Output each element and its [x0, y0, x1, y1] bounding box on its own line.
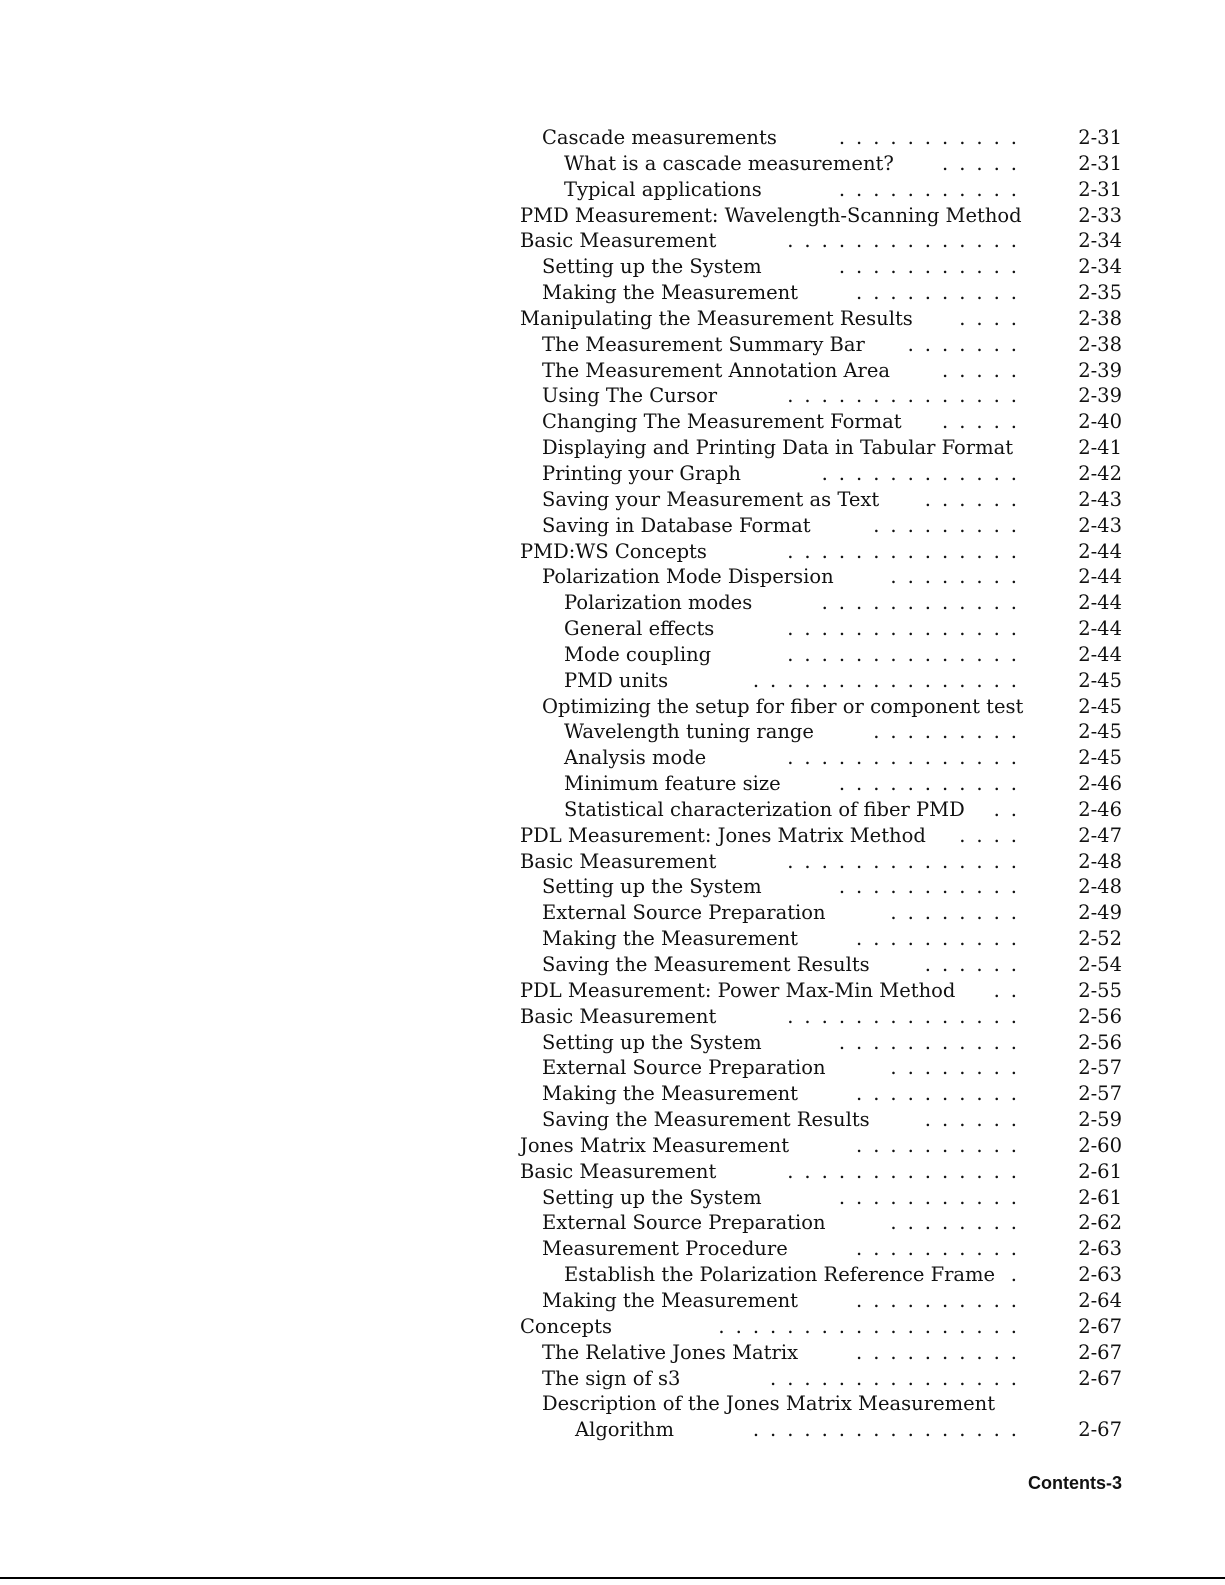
toc-entry[interactable]	[520, 823, 1122, 849]
toc-entry[interactable]	[520, 487, 1122, 513]
toc-entry-title: Making the Measurement	[542, 927, 799, 951]
toc-entry[interactable]	[520, 125, 1122, 151]
toc-dot-leader: .........	[873, 513, 1028, 537]
toc-dot-leader: ..............	[787, 539, 1028, 563]
toc-dot-leader: .....	[942, 151, 1028, 175]
toc-page-number: 2-67	[1078, 1314, 1122, 1338]
toc-dot-leader: ..............	[787, 642, 1028, 666]
toc-entry-title: The sign of s3	[542, 1366, 681, 1390]
toc-entry-title: PMD Measurement: Wavelength-Scanning Method	[520, 203, 1022, 227]
toc-page-number: 2-63	[1078, 1263, 1122, 1287]
toc-entry[interactable]	[520, 1366, 1122, 1392]
toc-entry[interactable]	[520, 564, 1122, 590]
toc-page-number: 2-45	[1078, 746, 1122, 770]
toc-entry[interactable]	[520, 1262, 1122, 1288]
toc-dot-leader: ................	[752, 1418, 1028, 1442]
toc-dot-leader: ..............	[787, 384, 1028, 408]
toc-page-number: 2-46	[1078, 772, 1122, 796]
toc-entry[interactable]	[520, 1107, 1122, 1133]
toc-page-number: 2-45	[1078, 720, 1122, 744]
toc-entry[interactable]	[520, 1055, 1122, 1081]
toc-entry[interactable]	[520, 228, 1122, 254]
toc-entry-title: Making the Measurement	[542, 1288, 799, 1312]
toc-dot-leader: ............	[821, 591, 1028, 615]
toc-entry-title: Analysis mode	[564, 746, 707, 770]
toc-page-number: 2-40	[1078, 410, 1122, 434]
toc-entry[interactable]	[520, 642, 1122, 668]
toc-dot-leader: .	[1010, 1263, 1028, 1287]
toc-page-number: 2-67	[1078, 1366, 1122, 1390]
toc-entry[interactable]	[520, 849, 1122, 875]
toc-page-number: 2-35	[1078, 281, 1122, 305]
toc-page-number: 2-38	[1078, 332, 1122, 356]
toc-entry-title: Basic Measurement	[520, 1159, 717, 1183]
toc-entry-title: Basic Measurement	[520, 229, 717, 253]
toc-page-number: 2-42	[1078, 461, 1122, 485]
toc-entry-title: Basic Measurement	[520, 849, 717, 873]
toc-page-number: 2-48	[1078, 849, 1122, 873]
toc-entry-title: Printing your Graph	[542, 461, 741, 485]
toc-page-number: 2-67	[1078, 1340, 1122, 1364]
toc-entry-title: The Measurement Annotation Area	[542, 358, 891, 382]
toc-entry[interactable]	[520, 1391, 1122, 1417]
toc-dot-leader: ..............	[787, 1004, 1028, 1028]
toc-entry[interactable]	[520, 409, 1122, 435]
toc-page-number: 2-45	[1078, 694, 1122, 718]
toc-entry-title: Measurement Procedure	[542, 1237, 788, 1261]
toc-entry-title: Cascade measurements	[542, 126, 777, 149]
toc-entry-title: General effects	[564, 617, 715, 641]
page-footer: Contents-3	[1028, 1473, 1122, 1493]
toc-entry-title: Saving your Measurement as Text	[542, 487, 880, 511]
toc-page-number: 2-61	[1078, 1185, 1122, 1209]
toc-page-number: 2-56	[1078, 1004, 1122, 1028]
toc-page-number: 2-67	[1078, 1418, 1122, 1442]
toc-entry-title: Making the Measurement	[542, 1082, 799, 1106]
toc-entry[interactable]	[520, 1004, 1122, 1030]
toc-entry[interactable]	[520, 590, 1122, 616]
toc-entry-title: What is a cascade measurement?	[564, 151, 894, 175]
toc-entry[interactable]	[520, 978, 1122, 1004]
toc-entry-title: Setting up the System	[542, 1185, 762, 1209]
toc-entry[interactable]	[520, 952, 1122, 978]
toc-page-number: 2-48	[1078, 875, 1122, 899]
toc-page-number: 2-59	[1078, 1108, 1122, 1132]
toc-dot-leader: ........	[890, 1211, 1028, 1235]
toc-dot-leader: ..........	[856, 1288, 1028, 1312]
toc-page-number: 2-41	[1078, 436, 1122, 460]
toc-entry[interactable]	[520, 771, 1122, 797]
toc-entry[interactable]	[520, 874, 1122, 900]
toc-entry-title: Setting up the System	[542, 255, 762, 279]
toc-page-number: 2-44	[1078, 565, 1122, 589]
toc-entry-title: Polarization Mode Dispersion	[542, 565, 834, 589]
toc-entry-title: External Source Preparation	[542, 1211, 826, 1235]
toc-entry[interactable]	[520, 358, 1122, 384]
toc-page-number: 2-46	[1078, 797, 1122, 821]
toc-entry[interactable]	[520, 1340, 1122, 1366]
toc-dot-leader: ...........	[838, 177, 1028, 201]
toc-entry[interactable]	[520, 280, 1122, 306]
toc-entry-title: Concepts	[520, 1314, 613, 1338]
toc-page-number: 2-60	[1078, 1133, 1122, 1157]
table-of-contents	[520, 125, 1122, 1443]
toc-entry[interactable]	[520, 1210, 1122, 1236]
toc-page-number: 2-55	[1078, 978, 1122, 1002]
bottom-rule	[0, 1577, 1225, 1579]
toc-entry-title: PMD units	[564, 668, 669, 692]
toc-dot-leader: ..........	[856, 1133, 1028, 1157]
toc-page-number: 2-44	[1078, 539, 1122, 563]
toc-entry-title: Polarization modes	[564, 591, 753, 615]
toc-page-number: 2-31	[1078, 126, 1122, 149]
toc-entry[interactable]	[520, 719, 1122, 745]
toc-dot-leader: ..........	[856, 927, 1028, 951]
toc-dot-leader: .....	[942, 410, 1028, 434]
toc-entry[interactable]	[520, 926, 1122, 952]
toc-dot-leader: ..............	[787, 229, 1028, 253]
toc-entry-title: Saving the Measurement Results	[542, 1108, 870, 1132]
toc-dot-leader: .......	[907, 332, 1028, 356]
toc-dot-leader: ...........	[838, 1185, 1028, 1209]
toc-entry-title: Saving in Database Format	[542, 513, 811, 537]
toc-dot-leader: ........	[890, 565, 1028, 589]
toc-entry[interactable]	[520, 1133, 1122, 1159]
toc-entry[interactable]	[520, 383, 1122, 409]
toc-entry[interactable]	[520, 1185, 1122, 1211]
toc-entry[interactable]	[520, 177, 1122, 203]
toc-dot-leader: ..............	[787, 849, 1028, 873]
toc-dot-leader: ....	[959, 306, 1028, 330]
toc-entry-title: Algorithm	[575, 1418, 674, 1442]
toc-entry-title: Making the Measurement	[542, 281, 799, 305]
toc-entry[interactable]	[520, 203, 1122, 229]
toc-entry-title: Changing The Measurement Format	[542, 410, 902, 434]
toc-entry-title: Displaying and Printing Data in Tabular Format	[542, 436, 1014, 460]
toc-dot-leader: ...........	[838, 1030, 1028, 1054]
toc-dot-leader: ..............	[787, 746, 1028, 770]
toc-dot-leader: .....	[942, 358, 1028, 382]
toc-page-number: 2-52	[1078, 927, 1122, 951]
toc-dot-leader: .........	[873, 720, 1028, 744]
toc-dot-leader: ..........	[856, 281, 1028, 305]
toc-entry[interactable]	[520, 1288, 1122, 1314]
toc-dot-leader: ....	[959, 823, 1028, 847]
toc-entry[interactable]	[520, 668, 1122, 694]
toc-entry-title: Description of the Jones Matrix Measurement	[542, 1392, 996, 1416]
toc-entry[interactable]	[520, 694, 1122, 720]
toc-dot-leader: ...........	[838, 772, 1028, 796]
toc-page-number: 2-57	[1078, 1056, 1122, 1080]
toc-page-number: 2-39	[1078, 384, 1122, 408]
toc-page-number: 2-34	[1078, 255, 1122, 279]
toc-entry[interactable]	[520, 616, 1122, 642]
toc-entry[interactable]	[520, 797, 1122, 823]
toc-entry[interactable]	[520, 306, 1122, 332]
toc-entry-title: Mode coupling	[564, 642, 712, 666]
toc-dot-leader: ...........	[838, 126, 1028, 149]
toc-entry-title: Jones Matrix Measurement	[520, 1133, 790, 1157]
toc-page-number: 2-38	[1078, 306, 1122, 330]
toc-entry-title: Saving the Measurement Results	[542, 953, 870, 976]
toc-entry[interactable]	[520, 332, 1122, 358]
toc-dot-leader: ..................	[718, 1314, 1028, 1338]
toc-page-number: 2-43	[1078, 487, 1122, 511]
toc-dot-leader: ........	[890, 901, 1028, 925]
toc-page-number: 2-47	[1078, 823, 1122, 847]
toc-entry-title: Typical applications	[564, 177, 762, 201]
toc-entry-title: Minimum feature size	[564, 772, 781, 796]
toc-page-number: 2-62	[1078, 1211, 1122, 1235]
toc-entry-title: The Relative Jones Matrix	[542, 1340, 799, 1364]
toc-entry[interactable]	[520, 1417, 1122, 1443]
toc-entry-title: Setting up the System	[542, 1030, 762, 1054]
toc-dot-leader: ...............	[770, 1366, 1028, 1390]
toc-dot-leader: ..........	[856, 1340, 1028, 1364]
toc-entry-title: External Source Preparation	[542, 1056, 826, 1080]
toc-entry-title: Basic Measurement	[520, 1004, 717, 1028]
toc-dot-leader: ......	[924, 1108, 1028, 1132]
toc-page-number: 2-63	[1078, 1237, 1122, 1261]
toc-dot-leader: ...........	[838, 255, 1028, 279]
toc-page-number: 2-43	[1078, 513, 1122, 537]
toc-dot-leader: ......	[924, 953, 1028, 976]
toc-entry-title: Statistical characterization of fiber PMD	[564, 797, 965, 821]
toc-page-number: 2-44	[1078, 642, 1122, 666]
toc-page-number: 2-45	[1078, 668, 1122, 692]
toc-dot-leader: ............	[821, 461, 1028, 485]
toc-entry[interactable]	[520, 1081, 1122, 1107]
toc-entry[interactable]	[520, 539, 1122, 565]
toc-entry[interactable]	[520, 1236, 1122, 1262]
toc-entry[interactable]	[520, 513, 1122, 539]
toc-entry-title: Setting up the System	[542, 875, 762, 899]
toc-entry-title: External Source Preparation	[542, 901, 826, 925]
toc-entry[interactable]	[520, 151, 1122, 177]
toc-page-number: 2-33	[1078, 203, 1122, 227]
toc-entry[interactable]	[520, 1030, 1122, 1056]
toc-page-number: 2-64	[1078, 1288, 1122, 1312]
toc-page-number: 2-49	[1078, 901, 1122, 925]
toc-page-number: 2-39	[1078, 358, 1122, 382]
toc-page-number: 2-44	[1078, 617, 1122, 641]
toc-entry[interactable]	[520, 745, 1122, 771]
toc-entry-title: PMD:WS Concepts	[520, 539, 707, 563]
toc-page-number: 2-61	[1078, 1159, 1122, 1183]
toc-entry[interactable]	[520, 254, 1122, 280]
toc-dot-leader: ..............	[787, 617, 1028, 641]
toc-entry-title: Optimizing the setup for fiber or component test	[542, 694, 1024, 718]
toc-entry[interactable]	[520, 1314, 1122, 1340]
toc-entry[interactable]	[520, 461, 1122, 487]
toc-entry-title: Manipulating the Measurement Results	[520, 306, 913, 330]
toc-page-number: 2-56	[1078, 1030, 1122, 1054]
toc-dot-leader: ...........	[838, 875, 1028, 899]
toc-dot-leader: ........	[890, 1056, 1028, 1080]
toc-entry[interactable]	[520, 435, 1122, 461]
toc-page-number: 2-54	[1078, 953, 1122, 976]
toc-dot-leader: ..	[993, 797, 1028, 821]
toc-entry-title: Using The Cursor	[542, 384, 718, 408]
toc-page-number: 2-44	[1078, 591, 1122, 615]
toc-dot-leader: ................	[752, 668, 1028, 692]
toc-entry-title: Establish the Polarization Reference Frame	[564, 1263, 996, 1287]
toc-dot-leader: ......	[924, 487, 1028, 511]
toc-dot-leader: ..	[993, 978, 1028, 1002]
toc-entry[interactable]	[520, 900, 1122, 926]
toc-entry[interactable]	[520, 1159, 1122, 1185]
toc-page-number: 2-57	[1078, 1082, 1122, 1106]
toc-dot-leader: ..........	[856, 1237, 1028, 1261]
toc-dot-leader: ..........	[856, 1082, 1028, 1106]
toc-page-number: 2-34	[1078, 229, 1122, 253]
toc-entry-title: PDL Measurement: Jones Matrix Method	[520, 823, 926, 847]
toc-page-number: 2-31	[1078, 151, 1122, 175]
toc-entry-title: The Measurement Summary Bar	[542, 332, 865, 356]
toc-entry-title: PDL Measurement: Power Max-Min Method	[520, 978, 956, 1002]
toc-dot-leader: ..............	[787, 1159, 1028, 1183]
toc-page-number: 2-31	[1078, 177, 1122, 201]
toc-entry-title: Wavelength tuning range	[564, 720, 814, 744]
